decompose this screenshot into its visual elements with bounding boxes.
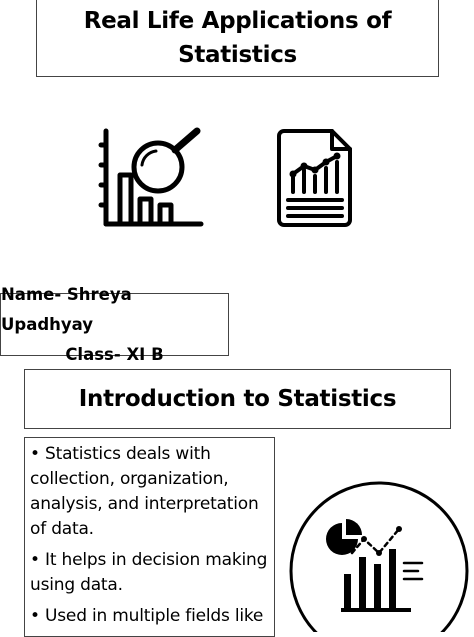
bullet-item: • Statistics deals with collection, organization, analysis, and interpretation of data.	[30, 444, 259, 539]
title-box	[36, 0, 439, 77]
analytics-chart-icon	[284, 471, 474, 632]
bullet-item: • It helps in decision making using data.	[30, 550, 268, 595]
report-document-icon	[276, 128, 354, 228]
section-heading: Introduction to Statistics	[78, 386, 397, 412]
bullet-item: • Used in multiple fields like	[30, 606, 264, 626]
student-class: Class- XI B	[65, 344, 164, 364]
chart-magnifier-icon	[98, 125, 208, 230]
page-title: Real Life Applications of Statistics	[83, 7, 392, 68]
bullet-list	[24, 437, 275, 637]
section-heading-box	[24, 369, 451, 429]
student-info-box	[0, 284, 229, 364]
student-name: Name- Shreya Upadhyay	[1, 284, 132, 334]
